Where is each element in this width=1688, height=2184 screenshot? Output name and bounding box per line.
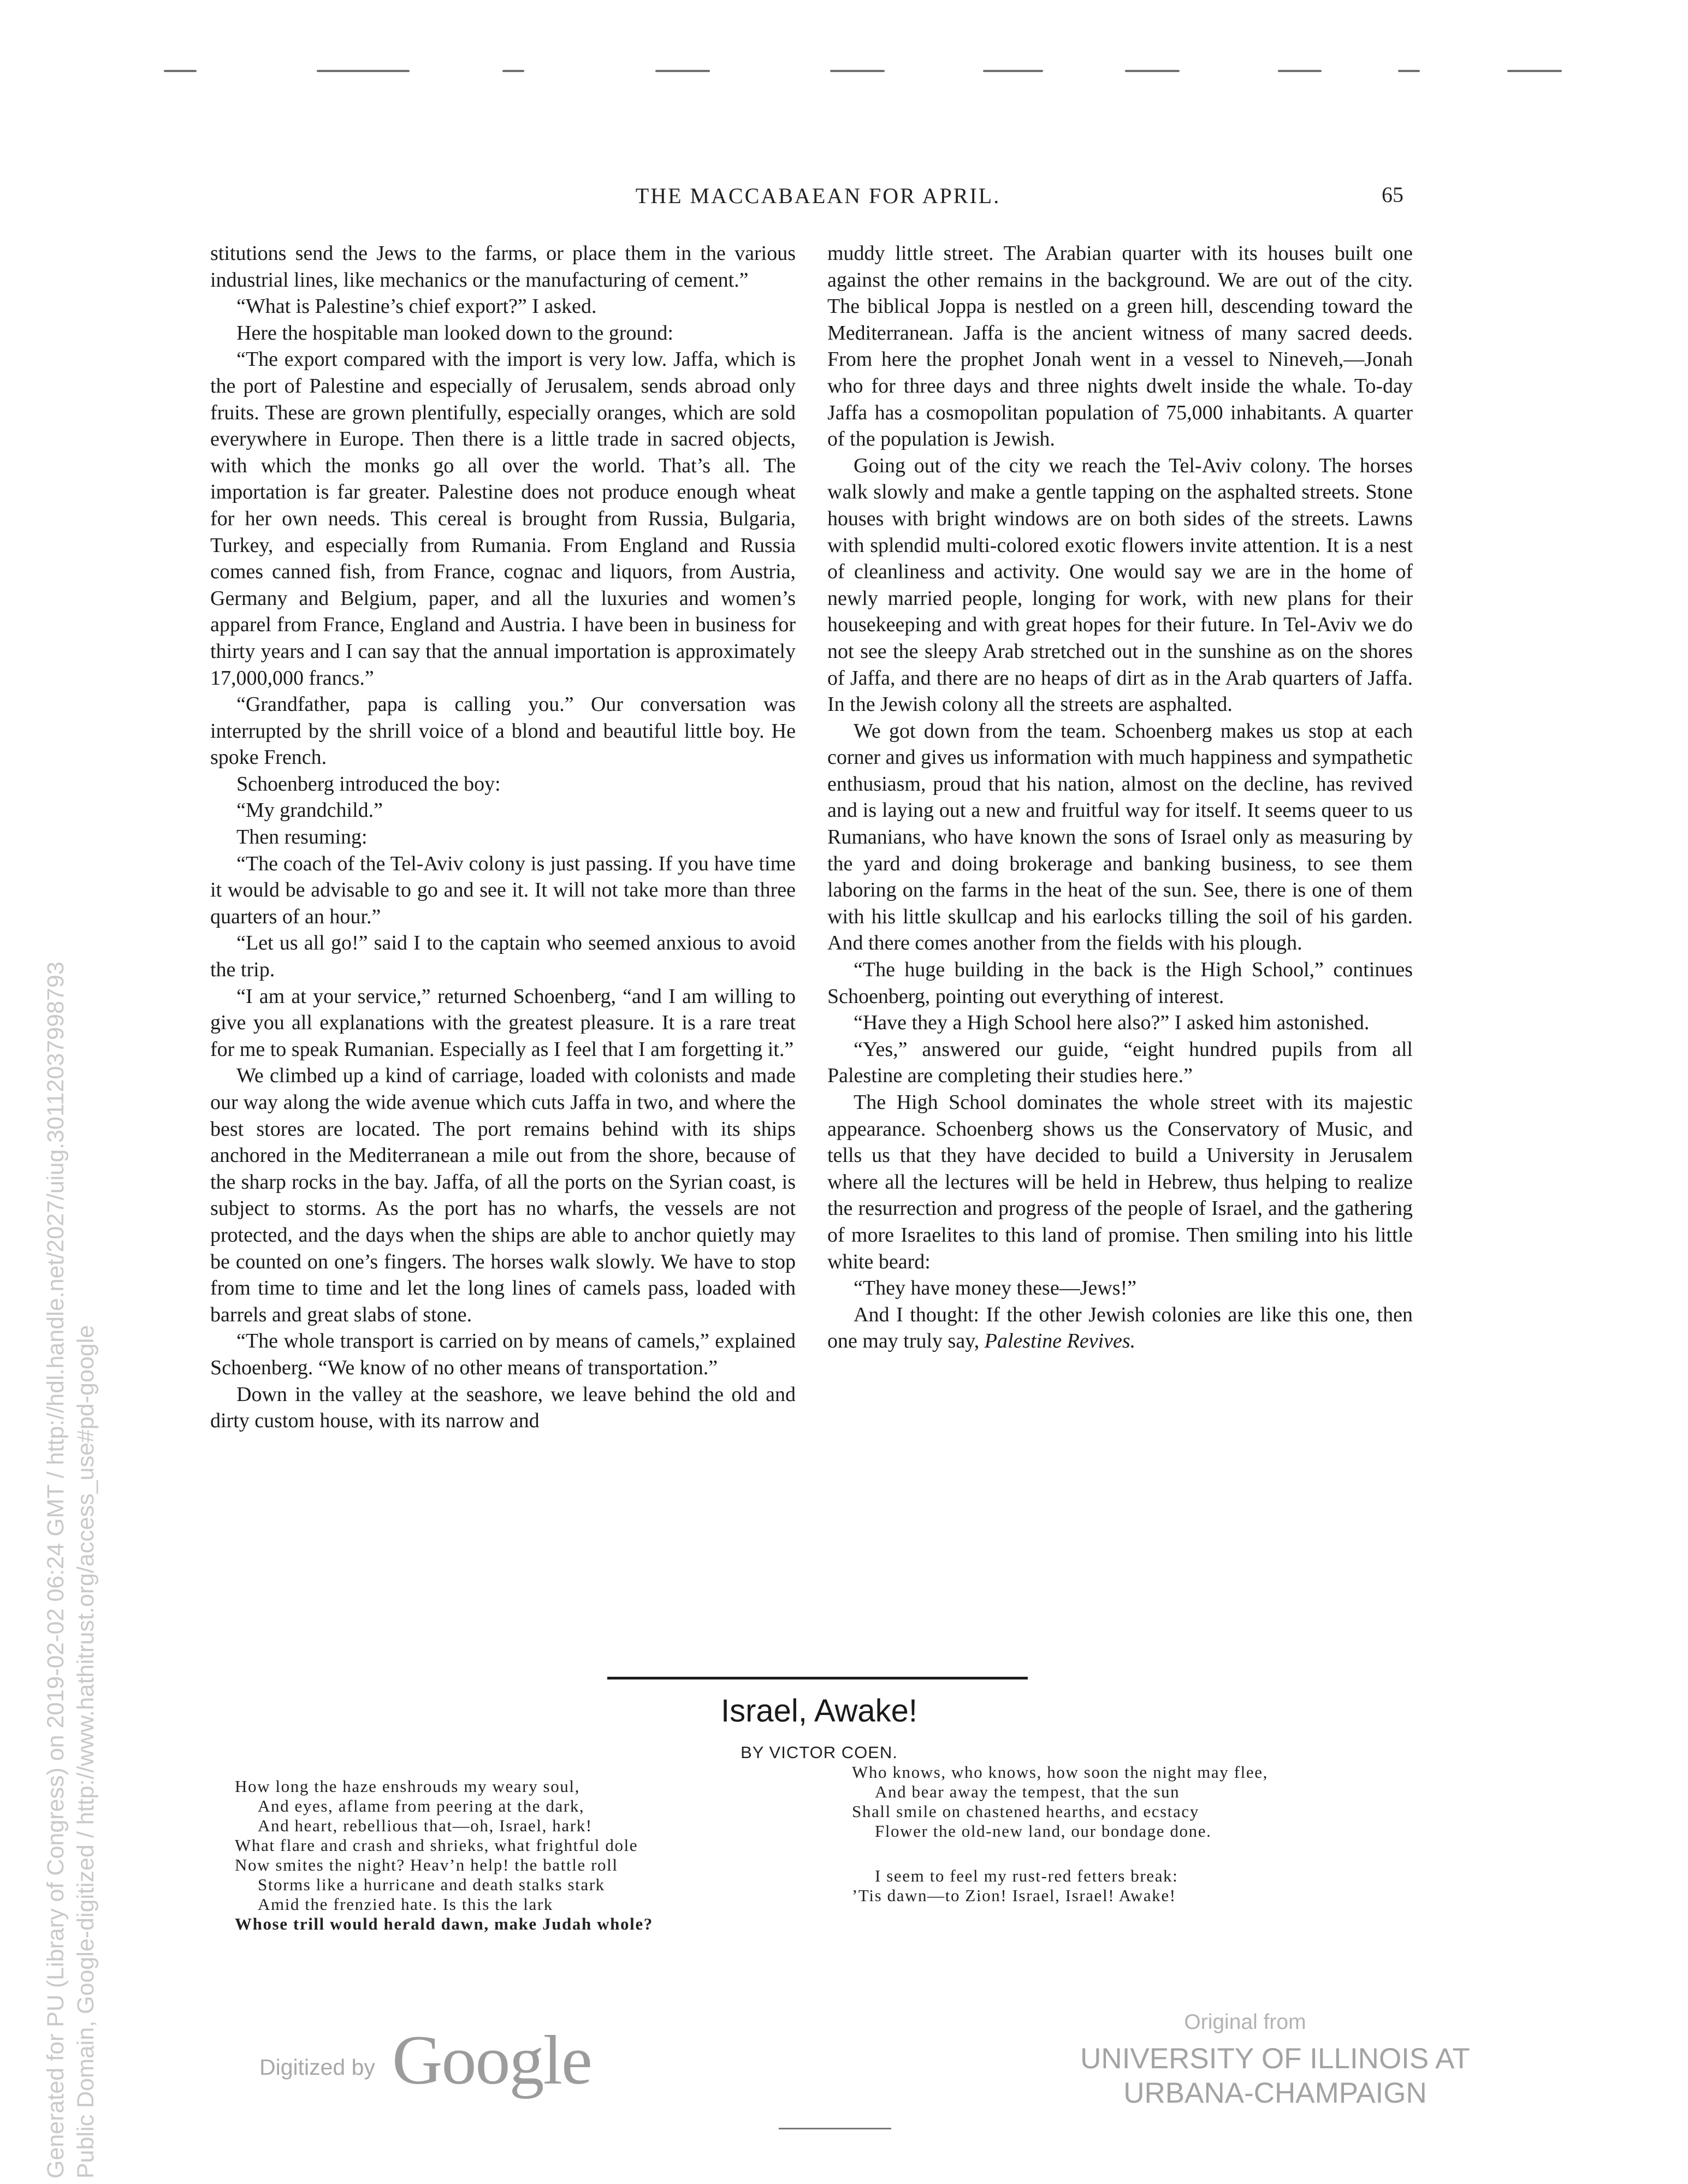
top-scan-line: [164, 70, 1562, 72]
poem-line: ’Tis dawn—to Zion! Israel, Israel! Awake!: [852, 1886, 1176, 1905]
poem-line: And heart, rebellious that—oh, Israel, hark!: [258, 1816, 593, 1835]
paragraph: Then resuming:: [236, 826, 368, 849]
paragraph: We got down from the team. Schoenberg makes us stop at each corner and gives us information with much happiness and sympathetic enthusiasm, proud that his nation, almost on the decline, has revived and is laying out a new and fruitful way for itself. It seems queer to us Rumanians, who have known the sons of Israel only as measuring by the yard and doing brokerage and banking business, to see them laboring on the farms in the heat of the sun. See, there is one of them with his little skullcap and his earlocks tilling the soil of his garden. And there comes another from the fields with his plough.: [827, 719, 1413, 955]
university-name-line-1: UNIVERSITY OF ILLINOIS AT: [1080, 2043, 1470, 2075]
poem-line: Storms like a hurricane and death stalks stark: [258, 1875, 605, 1894]
paragraph: “Grandfather, papa is calling you.” Our conversation was interrupted by the shrill voice of a blond and beautiful little boy. He spoke French.: [210, 693, 796, 769]
paragraph: “What is Palestine’s chief export?” I asked.: [236, 295, 597, 318]
paragraph: “The export compared with the import is very low. Jaffa, which is the port of Palestine and especially of Jerusalem, sends abroad only fruits. These are grown plentifully, especially oranges, which are sold everywhere in Europe. Then there is a little trade in sacred objects, with which the monks go all over the world. That’s all. The importation is far greater. Palestine does not produce enough wheat for her own needs. This cereal is brought from Russia, Bulgaria, Turkey, and especially from Rumania. From England and Russia comes canned fish, from France, cognac and liquors, from Austria, Germany and Belgium, paper, and all the luxuries and women’s apparel from France, England and Austria. I have been in business for thirty years and I can say that the annual importation is approximately 17,000,000 francs.”: [210, 348, 796, 690]
poem-line: And eyes, aflame from peering at the dark,: [258, 1796, 585, 1815]
poem-line: Flower the old-new land, our bondage done.: [875, 1821, 1212, 1841]
poem-line: Whose trill would herald dawn, make Judah whole?: [235, 1914, 653, 1933]
paragraph: “They have money these—Jews!”: [854, 1277, 1137, 1300]
closing-text: And I thought: If the other Jewish colonies are like this one, then one may truly say,: [827, 1303, 1413, 1353]
closing-paragraph: [827, 1302, 1413, 1355]
paragraph: “The huge building in the back is the High School,” continues Schoenberg, pointing out everything of interest.: [827, 958, 1413, 1008]
hathitrust-watermark: [41, 962, 101, 2179]
paragraph: “Let us all go!” said I to the captain who seemed anxious to avoid the trip.: [210, 931, 796, 982]
poem-line: What flare and crash and shrieks, what frightful dole: [235, 1836, 638, 1855]
watermark-line: Public Domain, Google-digitized / http://www.hathitrust.org/access_use#pd-google: [73, 1325, 99, 2179]
poem-line: And bear away the tempest, that the sun: [875, 1782, 1180, 1801]
left-column: [210, 240, 796, 1434]
paragraph: “The whole transport is carried on by means of camels,” explained Schoenberg. “We know of no other means of transportation.”: [210, 1330, 796, 1379]
google-logo: Google: [392, 2021, 591, 2099]
original-from-label: Original from: [1184, 2010, 1306, 2034]
running-head: THE MACCABAEAN FOR APRIL.: [635, 183, 1001, 208]
paragraph: stitutions send the Jews to the farms, or place them in the various industrial lines, like mechanics or the manufacturing of cement.”: [210, 242, 796, 292]
paragraph: Down in the valley at the seashore, we leave behind the old and dirty custom house, with its narrow and: [210, 1382, 796, 1433]
paragraph: Schoenberg introduced the boy:: [236, 772, 501, 796]
paragraph: Here the hospitable man looked down to the ground:: [236, 321, 673, 345]
poem-stanza-2: [852, 1762, 1268, 1841]
poem-author: BY VICTOR COEN.: [741, 1743, 898, 1762]
paragraph: The High School dominates the whole street with its majestic appearance. Schoenberg shows us the Conservatory of Music, and tells us that they have decided to build a University in Jerusalem where all the lectures will be held in Hebrew, thus helping to realize the resurrection and progress of the people of Israel, and the gathering of more Israelites to this land of promise. Then smiling into his little white beard:: [827, 1091, 1413, 1273]
poem-line: Who knows, who knows, how soon the night may flee,: [852, 1762, 1268, 1782]
paragraph: Going out of the city we reach the Tel-Aviv colony. The horses walk slowly and make a gentle tapping on the asphalted streets. Stone houses with bright windows are on both sides of the streets. Lawns with splendid multi-colored exotic flowers invite attention. It is a nest of cleanliness and activity. One would say we are in the home of newly married people, longing for work, with new plans for their housekeeping and with great hopes for their future. In Tel-Aviv we do not see the sleepy Arab stretched out in the sunshine as on the shores of Jaffa, and there are no heaps of dirt as in the Arab quarters of Jaffa. In the Jewish colony all the streets are asphalted.: [827, 454, 1413, 716]
paragraph: “My grandchild.”: [236, 799, 383, 822]
watermark-line: Generated for PU (Library of Congress) on 2019-02-02 06:24 GMT / http://hdl.handle.net/2027/uiug.30112037998793: [43, 962, 69, 2179]
poem-line: Shall smile on chastened hearths, and ecstacy: [852, 1802, 1199, 1821]
section-divider: [607, 1677, 1028, 1679]
paragraph: We climbed up a kind of carriage, loaded with colonists and made our way along the wide avenue which cuts Jaffa in two, and where the best stores are located. The port remains behind with its ships anchored in the Mediterranean a mile out from the shore, because of the sharp rocks in the bay. Jaffa, of all the ports on the Syrian coast, is subject to storms. As the port has no wharfs, the vessels are not protected, and the days when the ships are able to anchor quietly may be counted on one’s fingers. The horses walk slowly. We have to stop from time to time and let the long lines of camels pass, loaded with barrels and great slabs of stone.: [210, 1064, 796, 1326]
poem-line: I seem to feel my rust-red fetters break:: [875, 1866, 1178, 1885]
poem-title: Israel, Awake!: [720, 1693, 917, 1729]
poem-line: Amid the frenzied hate. Is this the lark: [258, 1895, 553, 1914]
digitized-by-label: Digitized by: [259, 2055, 375, 2080]
bottom-scan-line: [779, 2128, 891, 2129]
paragraph: “Yes,” answered our guide, “eight hundred pupils from all Palestine are completing their studies here.”: [827, 1037, 1413, 1088]
paragraph: “Have they a High School here also?” I asked him astonished.: [854, 1011, 1370, 1035]
poem-stanza-1: [235, 1777, 653, 1934]
page-number: 65: [1382, 182, 1403, 207]
paragraph: “The coach of the Tel-Aviv colony is just passing. If you have time it would be advisable to go and see it. It will not take more than three quarters of an hour.”: [210, 852, 796, 928]
right-column: [827, 240, 1413, 1355]
university-name-line-2: URBANA-CHAMPAIGN: [1123, 2077, 1427, 2109]
paragraph: muddy little street. The Arabian quarter with its houses built one against the other remains in the background. We are out of the city. The biblical Joppa is nestled on a green hill, descending toward the Mediterranean. Jaffa is the ancient witness of many sacred deeds. From here the prophet Jonah went in a vessel to Nineveh,—Jonah who for three days and three nights dwelt inside the whale. To-day Jaffa has a cosmopolitan population of 75,000 inhabitants. A quarter of the population is Jewish.: [827, 242, 1413, 451]
poem-line: Now smites the night? Heav’n help! the battle roll: [235, 1855, 618, 1874]
closing-italic: Palestine Revives.: [984, 1330, 1136, 1353]
poem-line: How long the haze enshrouds my weary soul,: [235, 1777, 580, 1796]
poem-stanza-3: [852, 1866, 1178, 1906]
paragraph: “I am at your service,” returned Schoenberg, “and I am willing to give you all explanations with the greatest pleasure. It is a rare treat for me to speak Rumanian. Especially as I feel that I am forgetting it.”: [210, 984, 796, 1061]
